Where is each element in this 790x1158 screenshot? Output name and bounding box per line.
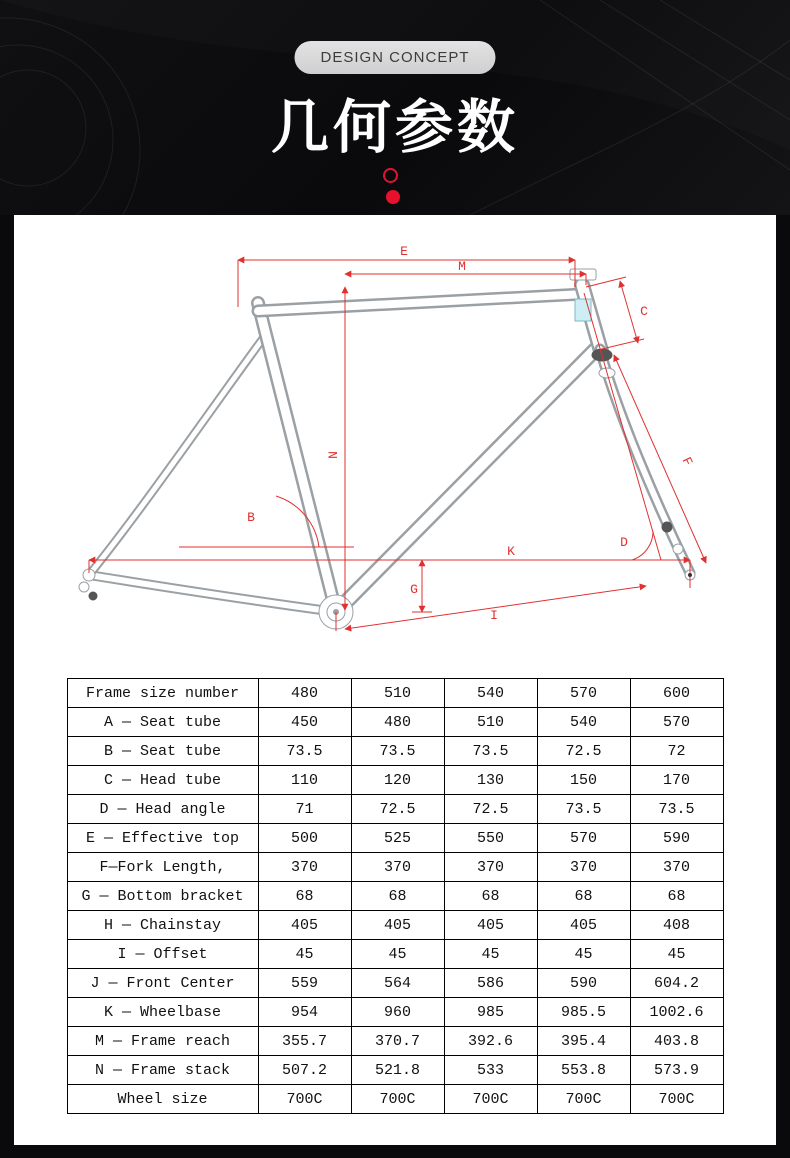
- value-cell: 573.9: [630, 1056, 723, 1085]
- value-cell: 370: [351, 853, 444, 882]
- value-cell: 510: [444, 708, 537, 737]
- value-cell: 525: [351, 824, 444, 853]
- dim-label-I: I: [490, 608, 498, 623]
- value-cell: 564: [351, 969, 444, 998]
- value-cell: 570: [630, 708, 723, 737]
- value-cell: 45: [537, 940, 630, 969]
- value-cell: 604.2: [630, 969, 723, 998]
- value-cell: 600: [630, 679, 723, 708]
- value-cell: 590: [537, 969, 630, 998]
- row-label: C — Head tube: [67, 766, 258, 795]
- row-label: Wheel size: [67, 1085, 258, 1114]
- value-cell: 45: [444, 940, 537, 969]
- value-cell: 700C: [630, 1085, 723, 1114]
- value-cell: 73.5: [351, 737, 444, 766]
- hero-banner: [0, 0, 790, 215]
- frame-geometry-diagram: [14, 215, 776, 670]
- red-filled-dot: [386, 190, 400, 204]
- table-row: [67, 1085, 723, 1114]
- table-row: [67, 824, 723, 853]
- value-cell: 500: [258, 824, 351, 853]
- diagram-area: [14, 215, 776, 670]
- row-label: I — Offset: [67, 940, 258, 969]
- value-cell: 700C: [537, 1085, 630, 1114]
- table-row: [67, 882, 723, 911]
- value-cell: 700C: [258, 1085, 351, 1114]
- value-cell: 370.7: [351, 1027, 444, 1056]
- value-cell: 586: [444, 969, 537, 998]
- value-cell: 700C: [444, 1085, 537, 1114]
- value-cell: 68: [351, 882, 444, 911]
- value-cell: 570: [537, 679, 630, 708]
- table-row: [67, 911, 723, 940]
- value-cell: 73.5: [630, 795, 723, 824]
- table-row: [67, 1056, 723, 1085]
- value-cell: 960: [351, 998, 444, 1027]
- row-label: H — Chainstay: [67, 911, 258, 940]
- table-row: [67, 737, 723, 766]
- value-cell: 405: [258, 911, 351, 940]
- value-cell: 370: [444, 853, 537, 882]
- dim-label-F: F: [678, 454, 696, 469]
- value-cell: 72: [630, 737, 723, 766]
- value-cell: 72.5: [537, 737, 630, 766]
- value-cell: 68: [630, 882, 723, 911]
- table-row: [67, 969, 723, 998]
- value-cell: 954: [258, 998, 351, 1027]
- geometry-table: [67, 678, 724, 1114]
- value-cell: 150: [537, 766, 630, 795]
- table-row: [67, 853, 723, 882]
- value-cell: 72.5: [351, 795, 444, 824]
- value-cell: 370: [630, 853, 723, 882]
- value-cell: 507.2: [258, 1056, 351, 1085]
- value-cell: 130: [444, 766, 537, 795]
- row-label: E — Effective top: [67, 824, 258, 853]
- table-row: [67, 795, 723, 824]
- row-label: M — Frame reach: [67, 1027, 258, 1056]
- row-label: B — Seat tube: [67, 737, 258, 766]
- value-cell: 72.5: [444, 795, 537, 824]
- red-outline-dot: [383, 168, 398, 183]
- table-row: [67, 940, 723, 969]
- value-cell: 408: [630, 911, 723, 940]
- value-cell: 590: [630, 824, 723, 853]
- front-brake-mount: [662, 522, 672, 532]
- value-cell: 480: [351, 708, 444, 737]
- row-label: A — Seat tube: [67, 708, 258, 737]
- value-cell: 110: [258, 766, 351, 795]
- table-row: [67, 998, 723, 1027]
- value-cell: 71: [258, 795, 351, 824]
- content-panel: [14, 215, 776, 1145]
- row-label: F—Fork Length,: [67, 853, 258, 882]
- value-cell: 510: [351, 679, 444, 708]
- value-cell: 405: [537, 911, 630, 940]
- design-concept-badge: DESIGN CONCEPT: [294, 41, 495, 74]
- value-cell: 45: [258, 940, 351, 969]
- dim-label-N: N: [326, 451, 341, 459]
- dim-label-M: M: [458, 259, 466, 274]
- row-label: D — Head angle: [67, 795, 258, 824]
- value-cell: 570: [537, 824, 630, 853]
- value-cell: 73.5: [444, 737, 537, 766]
- value-cell: 540: [537, 708, 630, 737]
- table-row: [67, 1027, 723, 1056]
- row-label: J — Front Center: [67, 969, 258, 998]
- value-cell: 985: [444, 998, 537, 1027]
- geometry-table-body: [67, 679, 723, 1114]
- row-label: G — Bottom bracket: [67, 882, 258, 911]
- row-label: K — Wheelbase: [67, 998, 258, 1027]
- row-label: N — Frame stack: [67, 1056, 258, 1085]
- value-cell: 559: [258, 969, 351, 998]
- value-cell: 985.5: [537, 998, 630, 1027]
- value-cell: 45: [351, 940, 444, 969]
- dim-label-G: G: [410, 582, 418, 597]
- value-cell: 68: [444, 882, 537, 911]
- value-cell: 550: [444, 824, 537, 853]
- value-cell: 1002.6: [630, 998, 723, 1027]
- value-cell: 68: [258, 882, 351, 911]
- value-cell: 450: [258, 708, 351, 737]
- dim-label-C: C: [640, 304, 648, 319]
- value-cell: 370: [537, 853, 630, 882]
- value-cell: 170: [630, 766, 723, 795]
- value-cell: 395.4: [537, 1027, 630, 1056]
- value-cell: 45: [630, 940, 723, 969]
- value-cell: 405: [444, 911, 537, 940]
- value-cell: 73.5: [258, 737, 351, 766]
- value-cell: 700C: [351, 1085, 444, 1114]
- value-cell: 540: [444, 679, 537, 708]
- value-cell: 355.7: [258, 1027, 351, 1056]
- value-cell: 73.5: [537, 795, 630, 824]
- value-cell: 553.8: [537, 1056, 630, 1085]
- value-cell: 68: [537, 882, 630, 911]
- value-cell: 370: [258, 853, 351, 882]
- value-cell: 480: [258, 679, 351, 708]
- value-cell: 403.8: [630, 1027, 723, 1056]
- table-row: [67, 679, 723, 708]
- row-label: Frame size number: [67, 679, 258, 708]
- table-row: [67, 766, 723, 795]
- value-cell: 392.6: [444, 1027, 537, 1056]
- value-cell: 405: [351, 911, 444, 940]
- dim-label-B: B: [247, 510, 255, 525]
- value-cell: 521.8: [351, 1056, 444, 1085]
- value-cell: 533: [444, 1056, 537, 1085]
- table-row: [67, 708, 723, 737]
- value-cell: 120: [351, 766, 444, 795]
- dim-label-D: D: [620, 535, 628, 550]
- dim-label-K: K: [507, 544, 515, 559]
- page-title: 几何参数: [270, 93, 519, 161]
- dim-label-E: E: [400, 244, 408, 259]
